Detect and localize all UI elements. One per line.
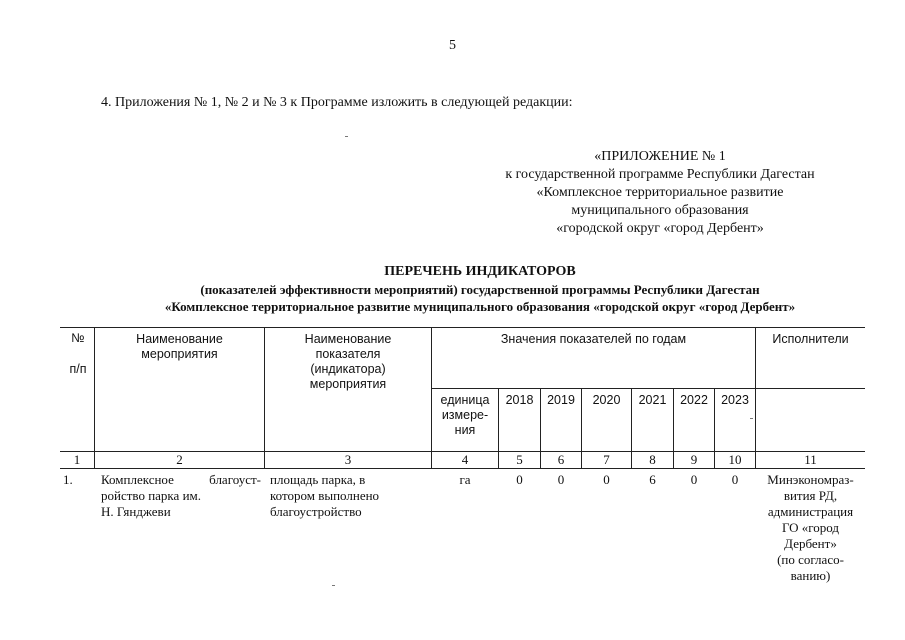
header-text: Наименование	[304, 332, 392, 346]
column-number: 1	[73, 452, 81, 467]
table-border-top	[60, 327, 865, 328]
appendix-line: «ПРИЛОЖЕНИЕ № 1	[594, 149, 726, 164]
header-indicator-name	[265, 332, 431, 392]
column-number: 11	[804, 452, 817, 467]
header-text: измере-	[441, 408, 489, 422]
row-event-word: благоуст-	[209, 472, 261, 487]
header-text: мероприятия	[141, 347, 218, 361]
row-executor-line: ванию)	[790, 568, 831, 583]
row-value-2019: 0	[557, 472, 565, 487]
row-indicator-name	[270, 472, 430, 520]
row-event-name	[101, 472, 261, 520]
row-executor-line: (по согласо-	[777, 552, 844, 567]
row-number: 1.	[63, 472, 73, 487]
table-header-divider	[431, 388, 865, 389]
appendix-heading	[470, 148, 850, 238]
header-unit	[432, 393, 498, 438]
appendix-line: «Комплексное территориальное развитие	[536, 185, 784, 200]
row-executor-line: ГО «город	[781, 520, 840, 535]
column-number: 6	[557, 452, 565, 467]
column-number: 8	[649, 452, 656, 467]
header-year: 2021	[638, 393, 667, 407]
header-text: мероприятия	[309, 377, 387, 391]
header-text: (индикатора)	[310, 362, 386, 376]
table-col-line	[755, 327, 756, 468]
header-year: 2022	[680, 393, 708, 407]
appendix-line: к государственной программе Республики Дагестан	[505, 167, 815, 182]
column-number: 7	[603, 452, 610, 467]
row-executor-line: Дербент»	[784, 536, 837, 551]
row-unit: га	[459, 472, 471, 487]
row-value-2023: 0	[731, 472, 739, 487]
row-event-word: Комплексное	[101, 472, 174, 487]
document-title: ПЕРЕЧЕНЬ ИНДИКАТОРОВ	[384, 264, 576, 279]
column-number: 10	[728, 452, 742, 467]
row-indicator-line: площадь парка, в	[270, 472, 366, 487]
row-indicator-line: благоустройство	[270, 504, 362, 519]
row-event-line	[101, 472, 261, 488]
header-year: 2018	[505, 393, 534, 407]
column-number: 9	[690, 452, 698, 467]
column-number: 2	[176, 452, 183, 467]
header-event-name	[95, 332, 264, 362]
row-value-2022: 0	[690, 472, 698, 487]
header-text: ния	[454, 423, 476, 437]
header-num-label: п/п	[69, 362, 87, 376]
page-number: 5	[449, 38, 456, 53]
row-executor-line: вития РД,	[783, 488, 838, 503]
row-value-2018: 0	[516, 472, 523, 487]
header-num	[62, 331, 94, 377]
document-subtitle: (показателей эффективности мероприятий) государственной программы Республики Дагестан	[200, 282, 760, 297]
column-number: 4	[461, 452, 469, 467]
header-text: показателя	[315, 347, 381, 361]
row-value-2020: 0	[603, 472, 610, 487]
column-number: 5	[516, 452, 523, 467]
document-subtitle-program: «Комплексное территориальное развитие муниципального образования «городской округ «город Дербент»	[164, 299, 796, 314]
header-executors: Исполнители	[772, 332, 849, 346]
scan-speck	[345, 136, 348, 137]
header-year: 2019	[547, 393, 575, 407]
header-num-symbol: №	[71, 331, 85, 345]
header-text: Наименование	[136, 332, 223, 346]
header-text: единица	[440, 393, 490, 407]
header-values-group: Значения показателей по годам	[500, 332, 687, 346]
row-executor-line: администрация	[767, 504, 854, 519]
header-year: 2023	[721, 393, 749, 407]
row-event-line: Н. Гянджеви	[101, 504, 171, 519]
appendix-line: муниципального образования	[571, 203, 749, 218]
row-executor-line: Минэкономраз-	[767, 472, 854, 487]
header-year: 2020	[592, 393, 621, 407]
table-colnum-bottom	[60, 468, 865, 469]
scan-speck	[750, 418, 753, 419]
scan-speck	[332, 585, 335, 586]
column-number: 3	[344, 452, 352, 467]
appendix-line: «городской округ «город Дербент»	[556, 221, 764, 236]
row-executors	[756, 472, 865, 584]
intro-paragraph: 4. Приложения № 1, № 2 и № 3 к Программе изложить в следующей редакции:	[101, 95, 573, 110]
row-value-2021: 6	[649, 472, 656, 487]
row-event-line: ройство парка им.	[101, 488, 202, 503]
row-indicator-line: котором выполнено	[270, 488, 380, 503]
